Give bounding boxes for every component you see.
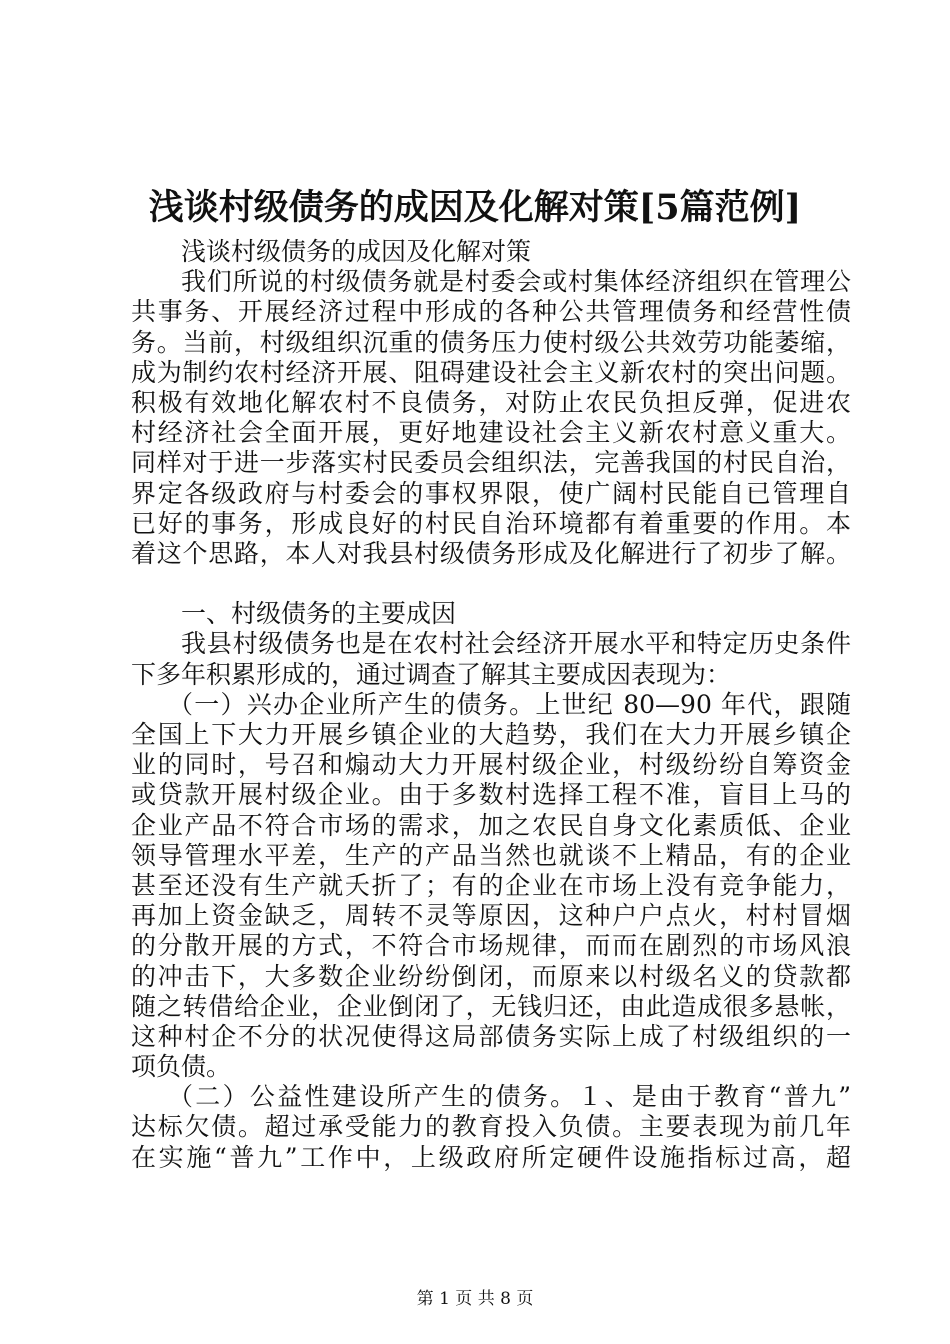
paragraph-line: 务。当前，村级组织沉重的债务压力使村级公共效劳功能萎缩， [131, 327, 851, 357]
paragraph-line: 界定各级政府与村委会的事权界限，使广阔村民能自已管理自 [131, 478, 851, 508]
blank-line [131, 569, 851, 599]
paragraph-line: 的冲击下，大多数企业纷纷倒闭，而原来以村级名义的贷款都 [131, 961, 851, 991]
paragraph-line: 业的同时，号召和煽动大力开展村级企业，村级纷纷自筹资金 [131, 750, 851, 780]
paragraph-line: （一）兴办企业所产生的债务。上世纪 80—90 年代，跟随 [168, 689, 851, 719]
paragraph-line: 下多年积累形成的，通过调查了解其主要成因表现为： [131, 659, 732, 689]
paragraph-line: 甚至还没有生产就夭折了；有的企业在市场上没有竞争能力， [131, 870, 851, 900]
paragraph-line: 的分散开展的方式，不符合市场规律，而而在剧烈的市场风浪 [131, 931, 851, 961]
paragraph-line: 积极有效地化解农村不良债务，对防止农民负担反弹，促进农 [131, 387, 851, 417]
paragraph-line: 达标欠债。超过承受能力的教育投入负债。主要表现为前几年 [131, 1112, 851, 1142]
paragraph-line: 在实施“普九”工作中，上级政府所定硬件设施指标过高，超 [131, 1142, 851, 1172]
paragraph-line: 领导管理水平差，生产的产品当然也就谈不上精品，有的企业 [131, 840, 851, 870]
paragraph-line: 已好的事务，形成良好的村民自治环境都有着重要的作用。本 [131, 508, 851, 538]
paragraph-line: （二）公益性建设所产生的债务。１、是由于教育“普九” [168, 1082, 851, 1112]
document-body [131, 237, 851, 1173]
page-number-footer: 第 1 页 共 8 页 [416, 1289, 534, 1309]
paragraph-line: 我们所说的村级债务就是村委会或村集体经济组织在管理公 [181, 267, 851, 297]
paragraph-line: 同样对于进一步落实村民委员会组织法，完善我国的村民自治， [131, 448, 851, 478]
paragraph-line: 村经济社会全面开展，更好地建设社会主义新农村意义重大。 [131, 418, 851, 448]
paragraph-line: 企业产品不符合市场的需求，加之农民自身文化素质低、企业 [131, 810, 851, 840]
paragraph-line: 项负债。 [131, 1052, 232, 1082]
paragraph-line: 这种村企不分的状况使得这局部债务实际上成了村级组织的一 [131, 1021, 851, 1051]
subtitle-line: 浅谈村级债务的成因及化解对策 [181, 237, 532, 266]
paragraph-line: 共事务、开展经济过程中形成的各种公共管理债务和经营性债 [131, 297, 851, 327]
paragraph-line: 成为制约农村经济开展、阻碍建设社会主义新农村的突出问题。 [131, 357, 851, 387]
section-heading: 一、村级债务的主要成因 [181, 599, 457, 629]
paragraph-line: 随之转借给企业，企业倒闭了，无钱归还，由此造成很多悬帐， [131, 991, 851, 1021]
paragraph-line: 着这个思路，本人对我县村级债务形成及化解进行了初步了解。 [131, 538, 851, 568]
document-title: 浅谈村级债务的成因及化解对策[5篇范例] [148, 187, 802, 228]
paragraph-line: 再加上资金缺乏，周转不灵等原因，这种户户点火，村村冒烟 [131, 901, 851, 931]
paragraph-line: 或贷款开展村级企业。由于多数村选择工程不准，盲目上马的 [131, 780, 851, 810]
paragraph-line: 全国上下大力开展乡镇企业的大趋势，我们在大力开展乡镇企 [131, 720, 851, 749]
paragraph-line: 我县村级债务也是在农村社会经济开展水平和特定历史条件 [181, 629, 851, 659]
